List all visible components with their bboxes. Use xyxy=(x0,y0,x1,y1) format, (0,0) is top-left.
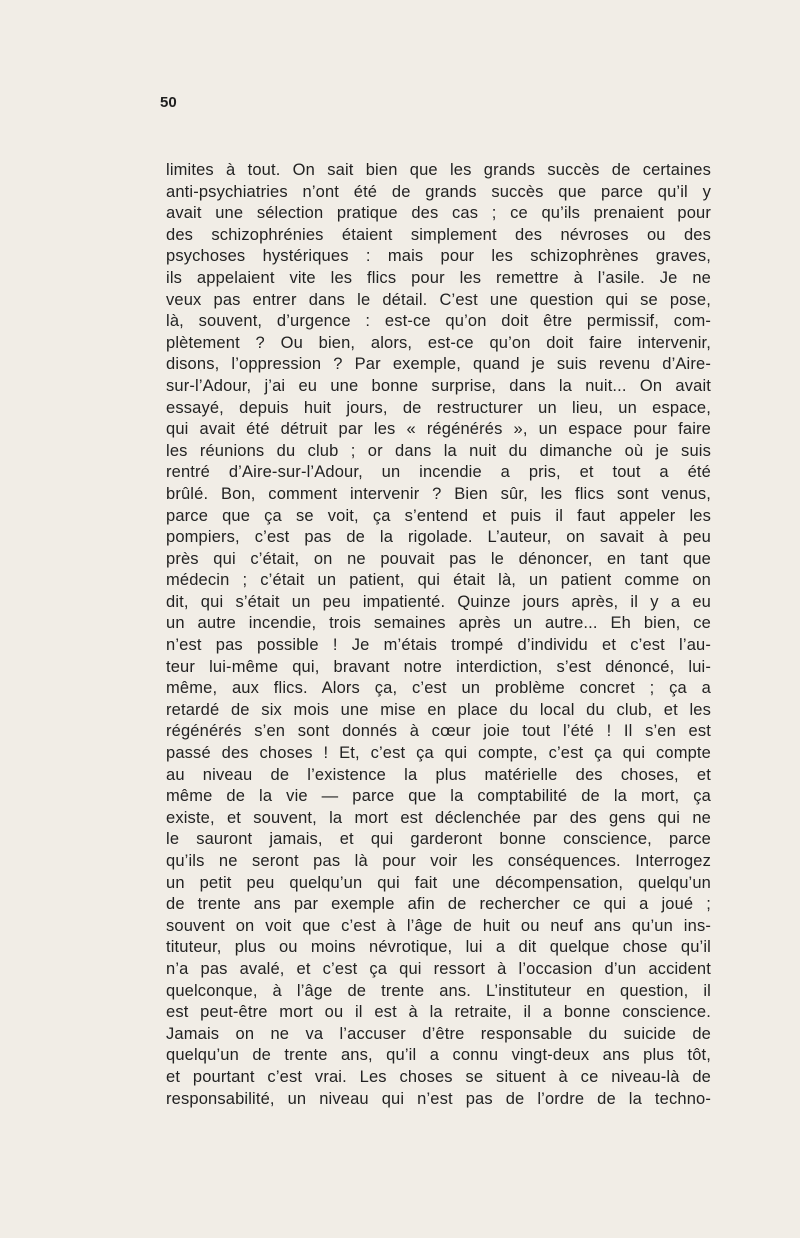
text-line: parce que ça se voit, ça s’entend et puis il faut appeler les xyxy=(166,506,711,525)
text-line: qu’ils ne seront pas là pour voir les conséquences. Interrogez xyxy=(166,852,711,870)
text-line: quelconque, à l’âge de trente ans. L’instituteur en question, il xyxy=(166,981,711,1000)
text-line: responsabilité, un niveau qui n’est pas de l’ordre de la techno- xyxy=(166,1089,711,1108)
text-line: passé des choses ! Et, c’est ça qui compte, c’est ça qui compte xyxy=(166,744,711,763)
text-line: teur lui-même qui, bravant notre interdiction, s’est dénoncé, lui- xyxy=(166,657,711,676)
text-line: brûlé. Bon, comment intervenir ? Bien sûr, les flics sont venus, xyxy=(166,484,711,503)
text-line: même de la vie — parce que la comptabilité de la mort, ça xyxy=(166,787,711,806)
text-line: de trente ans par exemple afin de rechercher ce qui a joué ; xyxy=(166,895,711,914)
text-line: et pourtant c’est vrai. Les choses se situent à ce niveau-là de xyxy=(166,1067,711,1086)
text-line: limites à tout. On sait bien que les grands succès de certaines xyxy=(166,161,711,179)
text-line: qui avait été détruit par les « régénérés », un espace pour faire xyxy=(166,420,711,439)
text-line: plètement ? Ou bien, alors, est-ce qu’on doit faire intervenir, xyxy=(166,333,711,352)
text-line: existe, et souvent, la mort est déclenchée par des gens qui ne xyxy=(166,808,711,827)
text-line: médecin ; c’était un patient, qui était là, un patient comme on xyxy=(166,571,711,590)
text-line: veux pas entrer dans le détail. C’est une question qui se pose, xyxy=(166,290,711,309)
text-line: psychoses hystériques : mais pour les schizophrènes graves, xyxy=(166,247,711,266)
text-line: n’a pas avalé, et c’est ça qui ressort à l’occasion d’un accident xyxy=(166,959,711,978)
text-line: est peut-être mort ou il est à la retraite, il a bonne conscience. xyxy=(166,1003,711,1022)
text-line: un petit peu quelqu’un qui fait une décompensation, quelqu’un xyxy=(166,873,711,892)
text-line: les réunions du club ; or dans la nuit du dimanche où je suis xyxy=(166,441,711,460)
text-line: pompiers, c’est pas de la rigolade. L’auteur, on savait à peu xyxy=(166,528,711,547)
text-line: n’est pas possible ! Je m’étais trompé d’individu et c’est l’au- xyxy=(166,636,711,655)
text-line: ils appelaient vite les flics pour les remettre à l’asile. Je ne xyxy=(166,268,711,287)
text-line: souvent on voit que c’est à l’âge de huit ou neuf ans qu’un ins- xyxy=(166,916,711,935)
text-line: retardé de six mois une mise en place du local du club, et les xyxy=(166,700,711,719)
text-line: dit, qui s’était un peu impatienté. Quinze jours après, il y a eu xyxy=(166,592,711,611)
text-line: au niveau de l’existence la plus matérielle des choses, et xyxy=(166,765,711,784)
text-line: quelqu’un de trente ans, qu’il a connu vingt-deux ans plus tôt, xyxy=(166,1046,711,1065)
text-line: disons, l’oppression ? Par exemple, quand je suis revenu d’Aire- xyxy=(166,355,711,374)
text-line: anti-psychiatries n’ont été de grands succès que parce qu’il y xyxy=(166,182,711,201)
text-line: des schizophrénies étaient simplement des névroses ou des xyxy=(166,225,711,244)
text-line: sur-l’Adour, j’ai eu une bonne surprise, dans la nuit... On avait xyxy=(166,376,711,395)
page-number: 50 xyxy=(160,94,177,111)
text-line: essayé, depuis huit jours, de restructurer un lieu, un espace, xyxy=(166,398,711,417)
text-line: même, aux flics. Alors ça, c’est un problème concret ; ça a xyxy=(166,679,711,698)
text-line: régénérés s’en sont donnés à cœur joie tout l’été ! Il s’en est xyxy=(166,722,711,741)
text-line: près qui c’était, on ne pouvait pas le dénoncer, en tant que xyxy=(166,549,711,568)
text-line: là, souvent, d’urgence : est-ce qu’on doit être permissif, com- xyxy=(166,312,711,331)
body-text xyxy=(166,160,711,1110)
text-line: le sauront jamais, et qui garderont bonne conscience, parce xyxy=(166,830,711,849)
text-line: Jamais on ne va l’accuser d’être responsable du suicide de xyxy=(166,1024,711,1043)
text-line: rentré d’Aire-sur-l’Adour, un incendie a pris, et tout a été xyxy=(166,463,711,482)
text-line: tituteur, plus ou moins névrotique, lui a dit quelque chose qu’il xyxy=(166,938,711,957)
text-line: avait une sélection pratique des cas ; ce qu’ils prenaient pour xyxy=(166,204,711,223)
text-line: un autre incendie, trois semaines après un autre... Eh bien, ce xyxy=(166,614,711,633)
